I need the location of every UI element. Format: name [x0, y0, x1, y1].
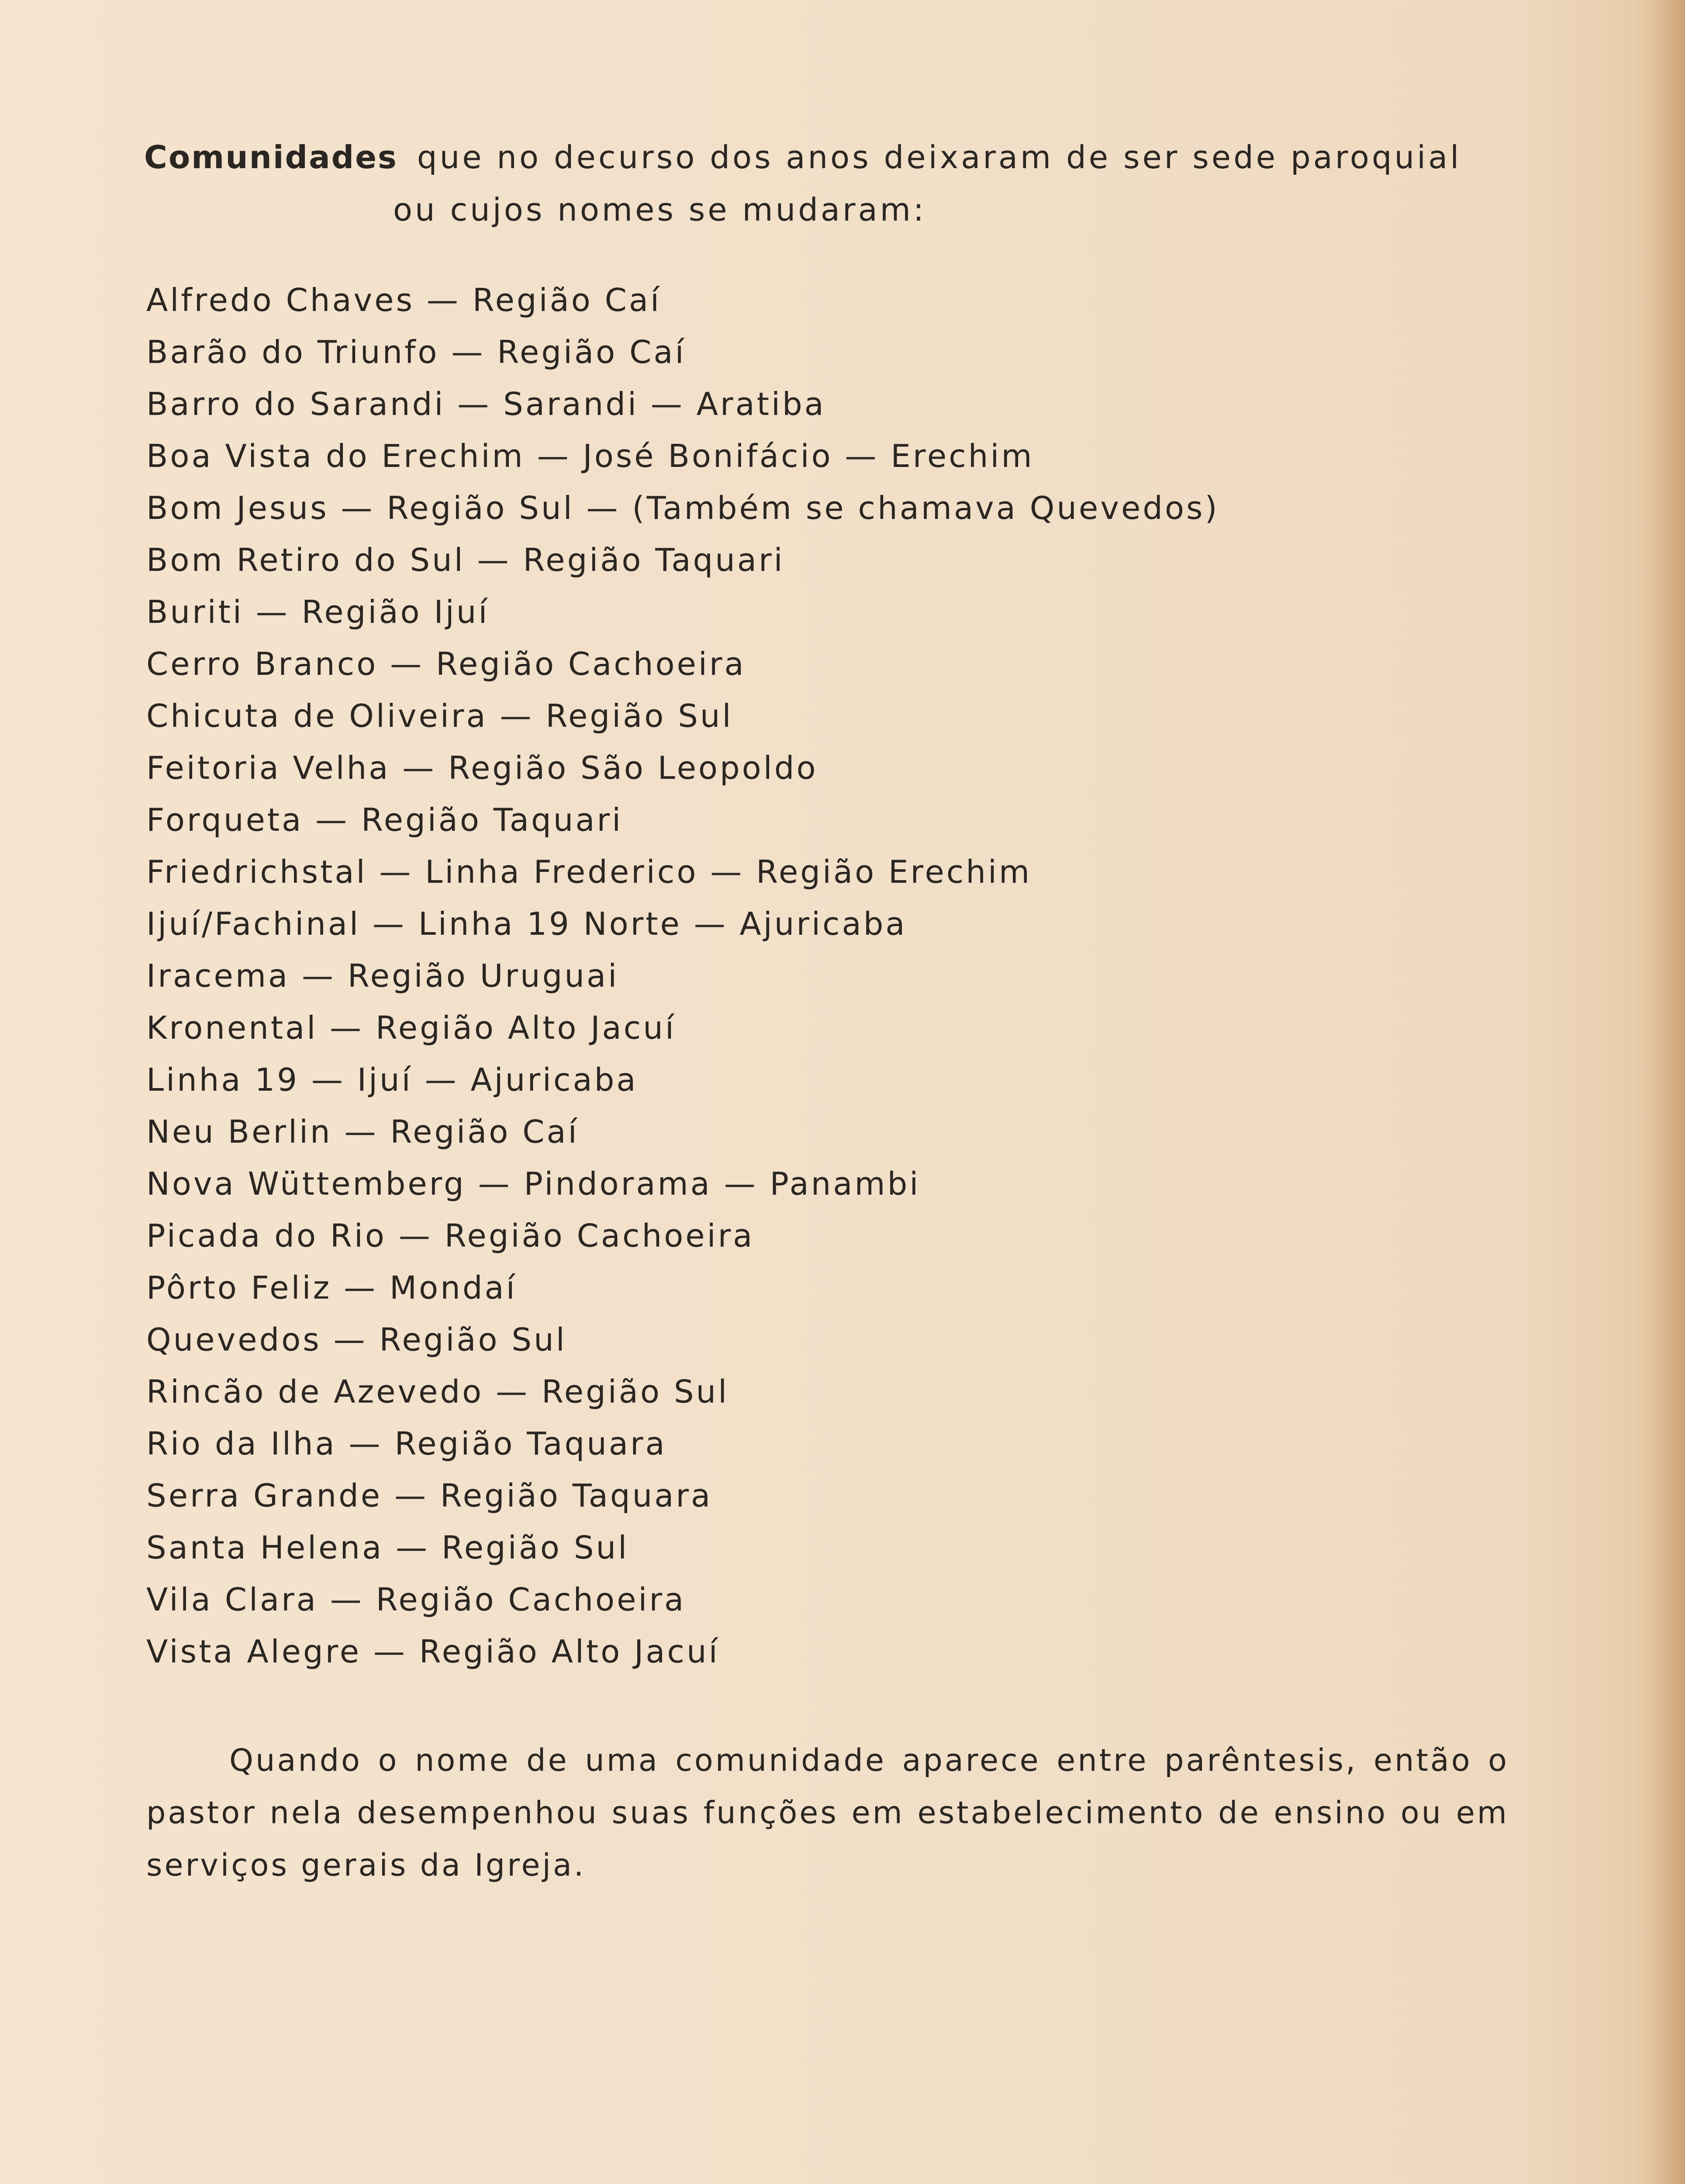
list-item: Barro do Sarandi — Sarandi — Aratiba: [146, 386, 826, 422]
section-heading: [144, 131, 1462, 236]
list-item: Pôrto Feliz — Mondaí: [146, 1269, 517, 1306]
list-item: Linha 19 — Ijuí — Ajuricaba: [146, 1061, 638, 1098]
list-item: Barão do Triunfo — Região Caí: [146, 334, 686, 370]
list-item: Forqueta — Região Taquari: [146, 802, 623, 838]
list-item: Kronental — Região Alto Jacuí: [146, 1009, 676, 1046]
community-list: [146, 274, 1413, 1678]
list-item: Buriti — Região Ijuí: [146, 594, 490, 630]
list-item: Alfredo Chaves — Região Caí: [146, 282, 662, 318]
heading-line-1: [144, 131, 1462, 183]
list-item: Neu Berlin — Região Caí: [146, 1113, 579, 1150]
heading-line-2: [144, 183, 1367, 236]
list-item: Feitoria Velha — Região São Leopoldo: [146, 750, 818, 786]
list-item: Santa Helena — Região Sul: [146, 1529, 629, 1566]
heading-bold-term: Comunidades: [144, 139, 398, 176]
list-item: Ijuí/Fachinal — Linha 19 Norte — Ajuricaba: [146, 905, 907, 942]
list-item: Boa Vista do Erechim — José Bonifácio — Erechim: [146, 438, 1034, 474]
list-item: Vila Clara — Região Cachoeira: [146, 1581, 686, 1618]
list-item: Bom Retiro do Sul — Região Taquari: [146, 542, 785, 578]
list-item: Cerro Branco — Região Cachoeira: [146, 646, 746, 682]
list-item: Chicuta de Oliveira — Região Sul: [146, 698, 733, 734]
list-item: Quevedos — Região Sul: [146, 1321, 567, 1358]
list-item: Rincão de Azevedo — Região Sul: [146, 1373, 729, 1410]
list-item: Serra Grande — Região Taquara: [146, 1477, 713, 1514]
list-item: Rio da Ilha — Região Taquara: [146, 1425, 667, 1462]
list-item: Nova Wüttemberg — Pindorama — Panambi: [146, 1165, 921, 1202]
list-item: Bom Jesus — Região Sul — (Também se chamava Quevedos): [146, 490, 1219, 526]
explanatory-note: Quando o nome de uma comunidade aparece entre parêntesis, então o pastor nela desempenhou suas funções em estabelecimento de ensino ou em serviços gerais da Igreja.: [146, 1742, 1509, 1883]
list-item: Vista Alegre — Região Alto Jacuí: [146, 1633, 720, 1670]
list-item: Iracema — Região Uruguai: [146, 957, 619, 994]
heading-text-2: ou cujos nomes se mudaram:: [393, 191, 927, 228]
heading-text-1: que no decurso dos anos deixaram de ser sede paroquial: [417, 139, 1462, 176]
list-item: Picada do Rio — Região Cachoeira: [146, 1217, 755, 1254]
list-item: Friedrichstal — Linha Frederico — Região Erechim: [146, 854, 1032, 890]
